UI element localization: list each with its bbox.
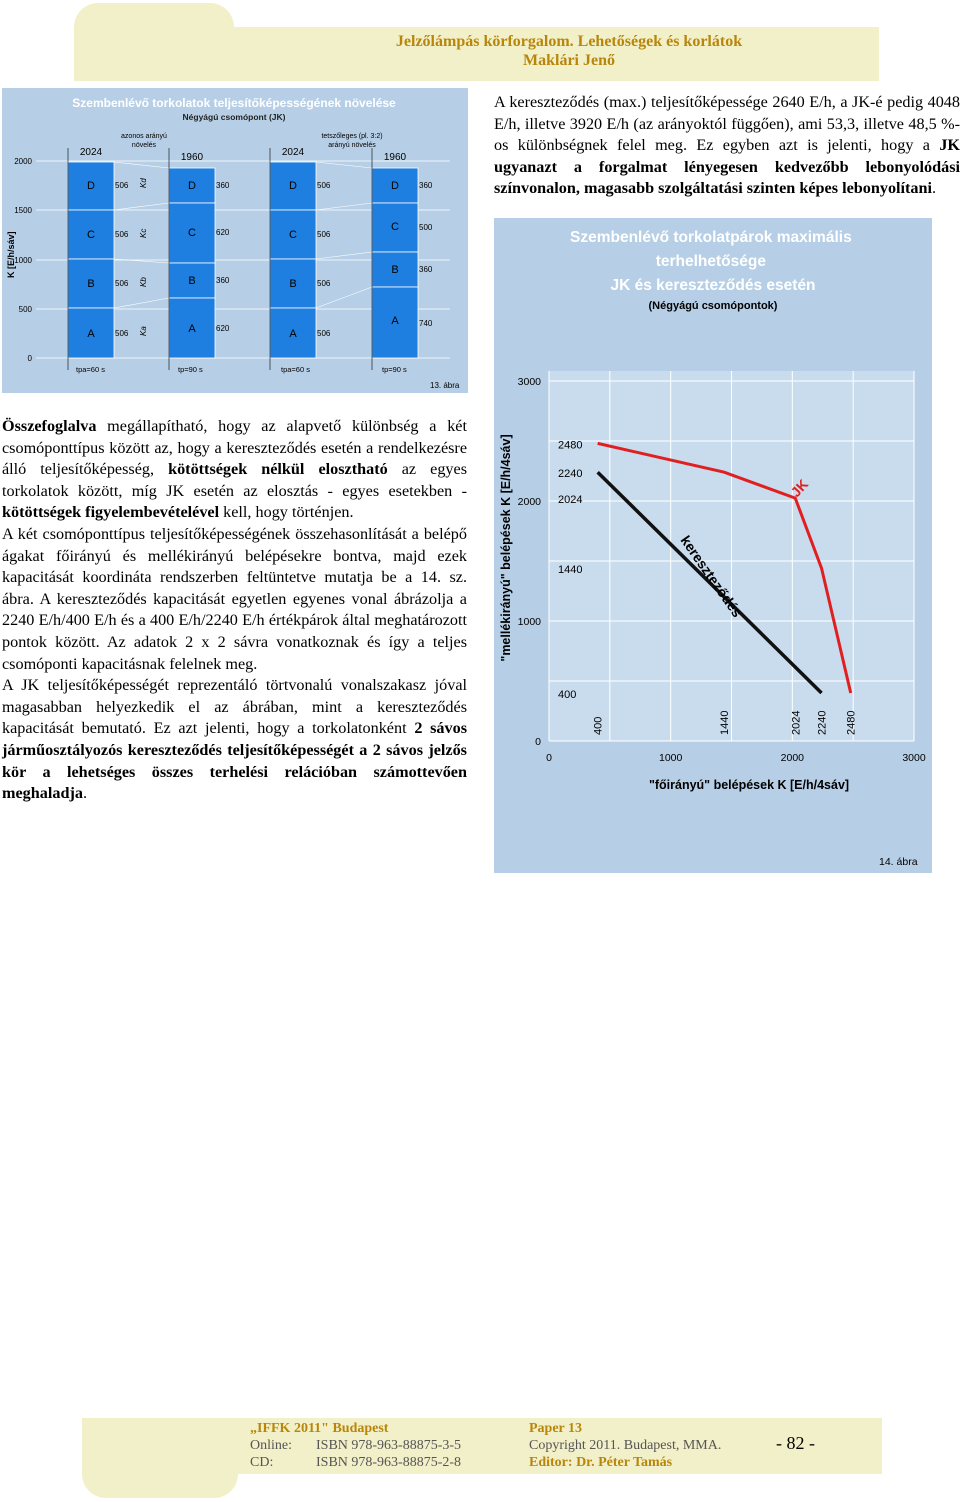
fig13-year: 2024 xyxy=(281,147,305,158)
svg-text:Ka: Ka xyxy=(139,326,148,336)
svg-text:506: 506 xyxy=(115,230,129,239)
fig13-ytick: 0 xyxy=(27,354,32,363)
svg-text:360: 360 xyxy=(216,181,230,190)
footer-paper: Paper 13 xyxy=(529,1421,583,1436)
svg-text:tpa=60 s: tpa=60 s xyxy=(281,365,310,374)
svg-text:tp=90 s: tp=90 s xyxy=(382,365,407,374)
fig13-ytick: 500 xyxy=(18,305,32,314)
comparison-paragraph: A két csomóponttípus teljesítőképességének összehasonlítását a belépő ágakat főirányú és mellékirányú belépésekre bontva, majd ezek kapacitását koordináta rendszerben feltüntetve mutatja be a 14. sz. ábra. A kereszteződés kapacitását egyetlen egyenes vonal ábrázolja a 2240 E/h/400 E/h és a 400 E/h/2240 E/h értékpárok által meghatározott pontok között. Az adatok 2 x 2 sávra vonatkoznak és így a teljes csomóponti kapacitásnak felelnek meg. xyxy=(2,524,467,673)
svg-text:Kd: Kd xyxy=(139,178,148,188)
figure-13 xyxy=(2,88,468,393)
footer-conference: „IFFK 2011" Budapest xyxy=(250,1421,389,1436)
x-value-label: 1440 xyxy=(719,710,732,735)
fig13-letter: C xyxy=(188,227,196,239)
fig13-letter: A xyxy=(289,328,297,340)
fig13-letter: B xyxy=(188,275,196,287)
svg-text:Kc: Kc xyxy=(139,228,148,238)
footer-editor: Editor: Dr. Péter Tamás xyxy=(529,1455,673,1470)
footer-tab xyxy=(82,1418,238,1498)
fig13-year: 1960 xyxy=(383,152,407,163)
x-tick-label: 0 xyxy=(546,752,552,764)
x-tick-label: 3000 xyxy=(902,752,926,764)
y-tick-label: 0 xyxy=(535,736,541,748)
jk-paragraph: A JK teljesítőképességét reprezentáló törtvonalú vonalszakasz jóval magasabban helyezkedik el az ábrában, mint a kereszteződés kapacitását bemutató. Ez azt jelenti, hogy a torkolatonként 2 sávos járműosztályozós kereszteződés teljesítőképességét a 2 sávos jelzős kör a lehetséges összes terhelési relációban számottevően meghaladja. xyxy=(2,676,468,803)
svg-text:500: 500 xyxy=(419,223,433,232)
y-tick-label: 3000 xyxy=(517,376,541,388)
fig13-letter: B xyxy=(391,264,399,276)
fig13-year: 2024 xyxy=(79,147,103,158)
fig13-subtitle: Négyágú csomópont (JK) xyxy=(182,112,286,122)
svg-text:620: 620 xyxy=(216,324,230,333)
chart-title: Szembenlévő torkolatpárok maximális terhelhetősége JK és kereszteződés esetén xyxy=(570,229,852,294)
series-label-keresztezodes: kereszteződés xyxy=(677,532,746,621)
svg-text:506: 506 xyxy=(317,279,331,288)
fig13-letter: A xyxy=(391,315,399,327)
right-paragraph: A kereszteződés (max.) teljesítőképessége 2640 E/h, a JK-é pedig 4048 E/h, illetve 3920 E/h (az arányoktól függően), ami 53,3, illetve 48,5 %-os különbségnek felel meg. Ez egyben azt is jelenti, hogy a JK ugyanazt a forgalmat lényegesen kedvezőbb lebonyolódási színvonalon, magasabb szolgáltatási szinten képes lebonyolítani. xyxy=(494,93,960,198)
footer-cd-isbn: ISBN 978-963-88875-2-8 xyxy=(316,1455,462,1470)
fig13-letter: C xyxy=(391,221,399,233)
x-tick-label: 1000 xyxy=(658,752,683,764)
fig13-letter: A xyxy=(87,328,95,340)
fig13-ytick: 2000 xyxy=(14,157,32,166)
summary-paragraph: Összefoglalva megállapítható, hogy az alapvető különbség a két csomóponttípus között az, hogy a kereszteződés esetén a rendelkezésre álló teljesítőképesség, kötöttségek nélkül elosztható az egyes torkolatok között, míg JK esetén az elosztás - egyes esetekben - kötöttségek figyelembevételével kell, hogy történjen. xyxy=(2,417,467,522)
y-value-label: 2240 xyxy=(558,468,583,481)
fig13-title: Szembenlévő torkolatok teljesítőképességének növelése xyxy=(72,96,396,110)
series-label-jk: JK xyxy=(787,475,812,501)
svg-text:360: 360 xyxy=(216,276,230,285)
svg-text:360: 360 xyxy=(419,265,433,274)
fig13-caption: 13. ábra xyxy=(430,381,460,390)
fig13-letter: D xyxy=(188,180,196,192)
y-value-label: 1440 xyxy=(558,564,583,577)
fig13-letter: C xyxy=(87,229,95,241)
svg-text:506: 506 xyxy=(317,230,331,239)
footer-online-label: Online: xyxy=(250,1438,292,1453)
fig13-letter: D xyxy=(391,180,399,192)
footer-copyright: Copyright 2011. Budapest, MMA. xyxy=(529,1438,722,1453)
fig13-ytick: 1000 xyxy=(14,256,32,265)
fig13-ylabel: K [E/h/sáv] xyxy=(6,231,16,278)
svg-text:506: 506 xyxy=(317,181,331,190)
svg-text:506: 506 xyxy=(115,279,129,288)
x-value-label: 2480 xyxy=(845,710,858,735)
svg-text:tetszőleges (pl. 3:2): tetszőleges (pl. 3:2) xyxy=(321,133,383,140)
footer-cd-label: CD: xyxy=(250,1455,274,1470)
header-author: Maklári Jenő xyxy=(523,52,615,69)
x-value-label: 2240 xyxy=(816,710,829,735)
chart-subtitle: (Négyágú csomópontok) xyxy=(648,300,778,312)
y-tick-label: 1000 xyxy=(517,616,541,628)
fig13-ytick: 1500 xyxy=(14,206,32,215)
x-value-label: 2024 xyxy=(790,710,803,735)
svg-text:620: 620 xyxy=(216,228,230,237)
svg-text:740: 740 xyxy=(419,319,433,328)
left-body xyxy=(2,416,467,805)
header-title: Jelzőlámpás körforgalom. Lehetőségek és korlátok xyxy=(395,33,743,50)
figure-14-chart xyxy=(494,218,932,873)
svg-text:azonos arányú: azonos arányú xyxy=(121,133,167,140)
svg-text:növelés: növelés xyxy=(131,142,157,149)
chart-ylabel: "mellékirányú" belépések K [E/h/4sáv] xyxy=(499,434,513,662)
svg-text:360: 360 xyxy=(419,181,433,190)
footer-online-isbn: ISBN 978-963-88875-3-5 xyxy=(316,1438,462,1453)
fig13-year: 1960 xyxy=(180,152,204,163)
fig13-letter: D xyxy=(87,180,95,192)
svg-text:Kb: Kb xyxy=(139,277,148,287)
svg-text:tp=90 s: tp=90 s xyxy=(178,365,203,374)
fig13-letter: A xyxy=(188,323,196,335)
fig13-letter: D xyxy=(289,180,297,192)
y-tick-label: 2000 xyxy=(517,496,541,508)
fig13-letter: B xyxy=(289,278,297,290)
svg-text:arányú növelés: arányú növelés xyxy=(328,142,376,149)
x-tick-label: 2000 xyxy=(780,752,805,764)
y-value-label: 2480 xyxy=(558,439,583,452)
x-value-label: 400 xyxy=(592,716,605,735)
svg-text:tpa=60 s: tpa=60 s xyxy=(76,365,105,374)
y-value-label: 400 xyxy=(558,689,577,701)
svg-text:506: 506 xyxy=(115,329,129,338)
fig13-letter: C xyxy=(289,229,297,241)
y-value-label: 2024 xyxy=(558,494,583,507)
svg-text:506: 506 xyxy=(115,181,129,190)
chart-xlabel: "főirányú" belépések K [E/h/4sáv] xyxy=(648,778,850,792)
chart-caption: 14. ábra xyxy=(879,856,918,868)
fig13-letter: B xyxy=(87,278,95,290)
page-number: - 82 - xyxy=(776,1433,815,1453)
svg-text:506: 506 xyxy=(317,329,331,338)
